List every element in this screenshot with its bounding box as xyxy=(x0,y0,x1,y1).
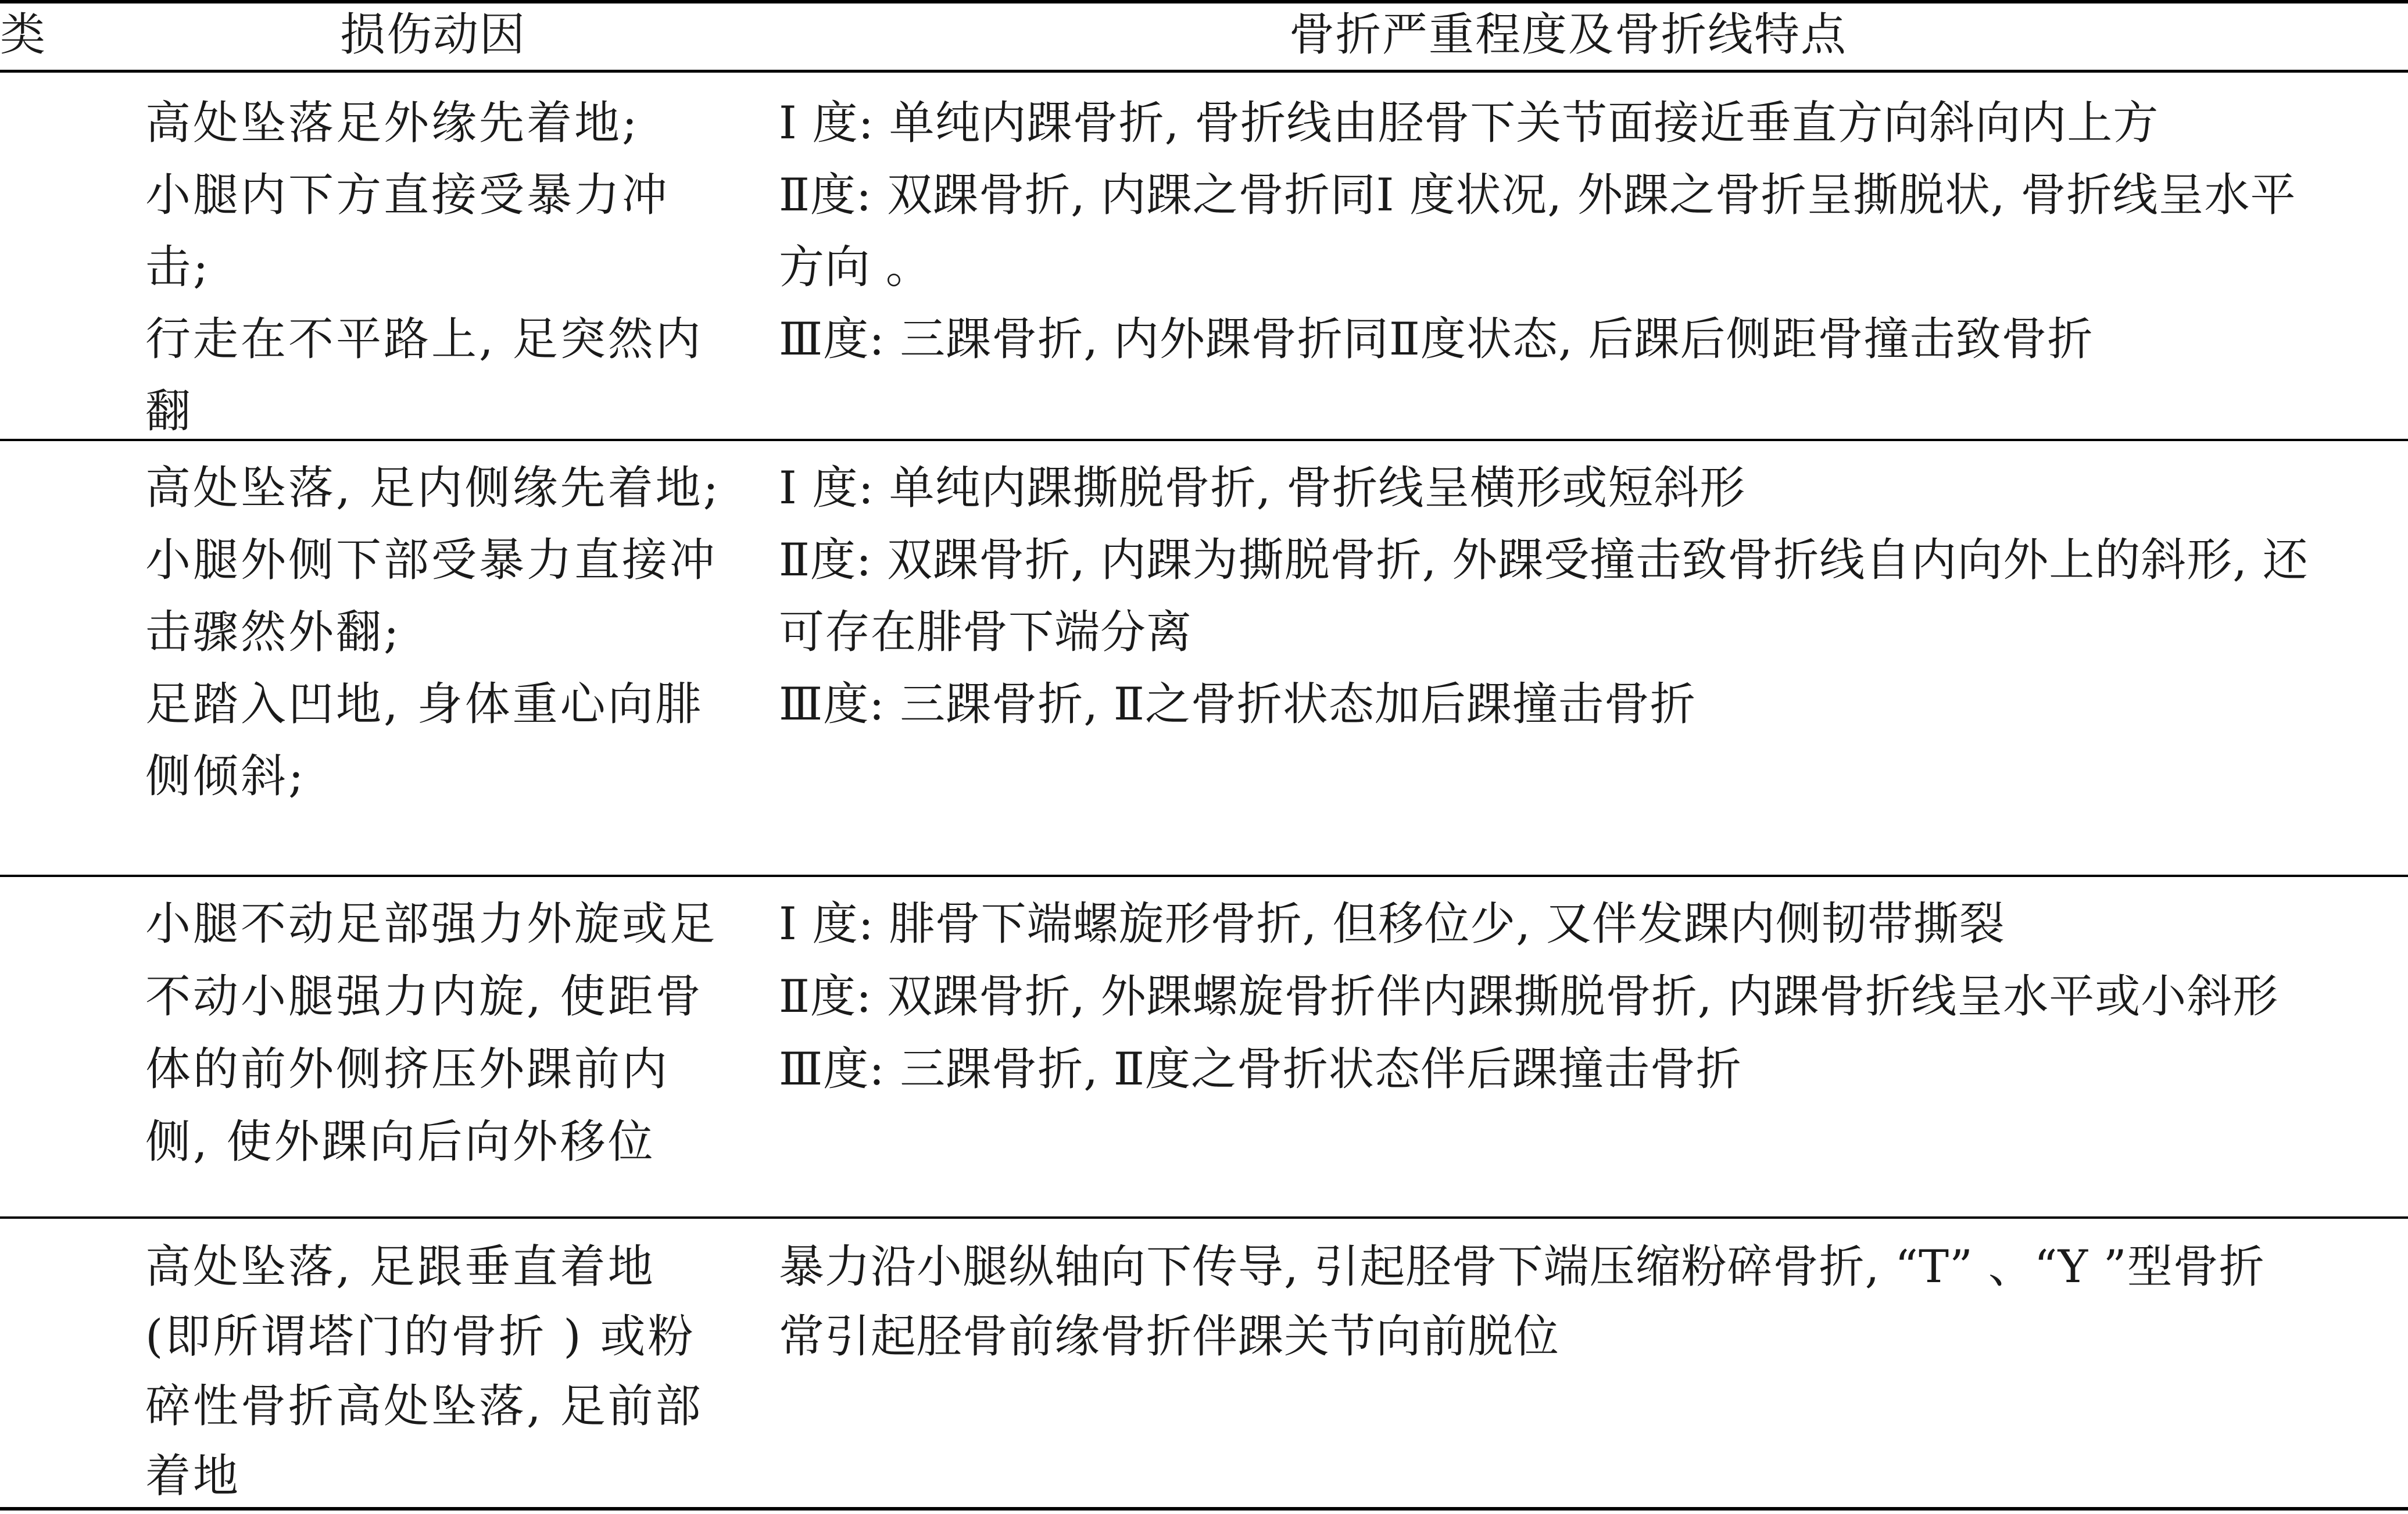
row1-cause-line: 高处坠落足外缘先着地; xyxy=(145,97,640,149)
row4-cause-line: 碎性骨折高处坠落, 足前部 xyxy=(145,1380,703,1433)
row2-desc-line: Ⅰ 度: 单纯内踝撕脱骨折, 骨折线呈横形或短斜形 xyxy=(779,462,1746,514)
row2-desc-line: Ⅱ度: 双踝骨折, 内踝为撕脱骨折, 外踝受撞击致骨折线自内向外上的斜形, 还 xyxy=(779,534,2309,586)
row2-cause-line: 足踏入凹地, 身体重心向腓 xyxy=(145,678,703,731)
row2-desc-line: Ⅲ度: 三踝骨折, Ⅱ之骨折状态加后踝撞击骨折 xyxy=(779,678,1696,731)
column-header-cause: 损伤动因 xyxy=(340,9,527,61)
row1-cause-line: 翻 xyxy=(145,385,194,438)
row3-desc-line: Ⅰ 度: 腓骨下端螺旋形骨折, 但移位少, 又伴发踝内侧韧带撕裂 xyxy=(779,898,2005,950)
row4-desc-line: 暴力沿小腿纵轴向下传导, 引起胫骨下端压缩粉碎骨折, “T” 、“Y ”型骨折 xyxy=(779,1241,2265,1293)
row3-cause-line: 体的前外侧挤压外踝前内 xyxy=(145,1043,670,1096)
row4-cause-line: 高处坠落, 足跟垂直着地 xyxy=(145,1241,656,1293)
row1-cause-line: 行走在不平路上, 足突然内 xyxy=(145,313,703,366)
row3-desc-line: Ⅲ度: 三踝骨折, Ⅱ度之骨折状态伴后踝撞击骨折 xyxy=(779,1043,1742,1096)
row1-desc-line: Ⅰ 度: 单纯内踝骨折, 骨折线由胫骨下关节面接近垂直方向斜向内上方 xyxy=(779,97,2159,149)
header-rule xyxy=(0,70,2408,73)
row2-cause-line: 高处坠落, 足内侧缘先着地; xyxy=(145,462,721,514)
row1-desc-line: 方向 。 xyxy=(779,241,932,294)
row2-cause-line: 小腿外侧下部受暴力直接冲 xyxy=(145,534,718,586)
row3-cause-line: 小腿不动足部强力外旋或足 xyxy=(145,898,718,950)
table-bottom-rule xyxy=(0,1507,2408,1511)
row1-cause-line: 小腿内下方直接受暴力冲 xyxy=(145,169,670,221)
row-separator xyxy=(0,439,2408,441)
row-separator xyxy=(0,875,2408,877)
column-header-type: 类 xyxy=(0,9,46,61)
row3-cause-line: 侧, 使外踝向后向外移位 xyxy=(145,1116,656,1168)
row-separator xyxy=(0,1216,2408,1219)
row4-desc-line: 常引起胫骨前缘骨折伴踝关节向前脱位 xyxy=(779,1311,1560,1363)
row2-desc-line: 可存在腓骨下端分离 xyxy=(779,606,1193,658)
row4-cause-line: (即所谓塔门的骨折 ) 或粉 xyxy=(145,1311,696,1363)
row3-cause-line: 不动小腿强力内旋, 使距骨 xyxy=(145,971,703,1023)
row2-cause-line: 击骤然外翻; xyxy=(145,606,402,658)
row3-desc-line: Ⅱ度: 双踝骨折, 外踝螺旋骨折伴内踝撕脱骨折, 内踝骨折线呈水平或小斜形 xyxy=(779,971,2279,1023)
row1-cause-line: 击; xyxy=(145,241,211,294)
row2-cause-line: 侧倾斜; xyxy=(145,750,306,803)
row4-cause-line: 着地 xyxy=(145,1450,241,1502)
column-header-description: 骨折严重程度及骨折线特点 xyxy=(1289,9,1848,61)
row1-desc-line: Ⅲ度: 三踝骨折, 内外踝骨折同Ⅱ度状态, 后踝后侧距骨撞击致骨折 xyxy=(779,313,2094,366)
row1-desc-line: Ⅱ度: 双踝骨折, 内踝之骨折同Ⅰ 度状况, 外踝之骨折呈撕脱状, 骨折线呈水平 xyxy=(779,169,2296,221)
